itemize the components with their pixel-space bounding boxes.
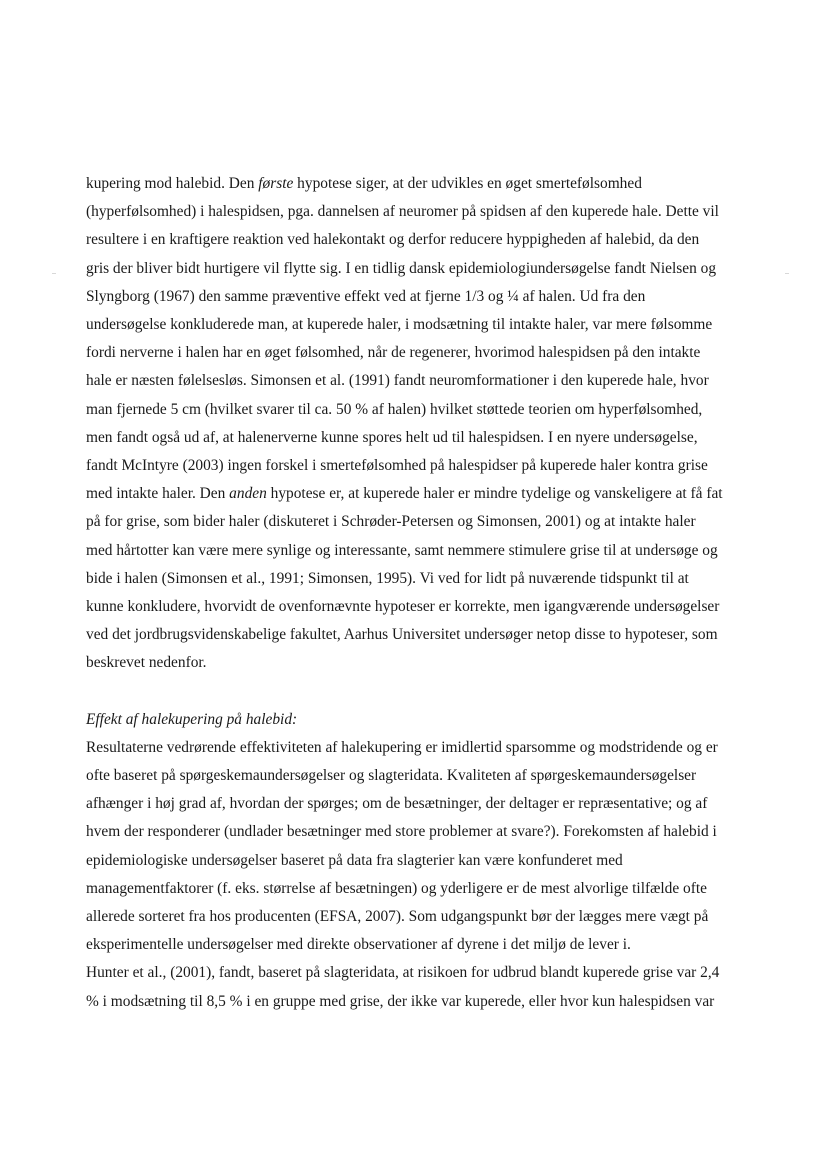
text-segment: epidemiologiske undersøgelser baseret på data fra slagterier kan være konfunderet med	[86, 851, 623, 869]
text-line	[86, 875, 766, 903]
text-segment: ofte baseret på spørgeskemaundersøgelser og slagteridata. Kvaliteten af spørgeskemaundersøgelser	[86, 767, 697, 785]
text-line	[86, 226, 766, 254]
text-line	[86, 649, 766, 677]
text-line	[86, 931, 766, 959]
text-segment: allerede sorteret fra hos producenten (EFSA, 2007). Som udgangspunkt bør der lægges mere vægt på	[86, 908, 709, 926]
text-segment: resultere i en kraftigere reaktion ved halekontakt og derfor reducere hyppigheden af halebid, da den	[86, 231, 700, 249]
text-segment: Resultaterne vedrørende effektiviteten af halekupering er imidlertid sparsomme og modstridende og er	[86, 738, 718, 756]
text-line	[86, 170, 766, 198]
text-line	[86, 452, 766, 480]
emphasized-text: første	[258, 175, 294, 192]
paragraph	[86, 170, 766, 678]
text-line	[86, 565, 766, 593]
text-segment: gris der bliver bidt hurtigere vil flytte sig. I en tidlig dansk epidemiologiundersøgelse fandt Nielsen og	[86, 259, 717, 277]
text-line	[86, 198, 766, 226]
text-line	[86, 480, 766, 508]
text-line	[86, 255, 766, 283]
text-line	[86, 988, 766, 1016]
text-segment: beskrevet nedenfor.	[86, 654, 207, 672]
text-segment: hypotese siger, at der udvikles en øget smertefølsomhed	[293, 175, 642, 192]
text-line	[86, 424, 766, 452]
text-line	[86, 903, 766, 931]
text-line	[86, 959, 766, 987]
text-segment: hypotese er, at kuperede haler er mindre tydelige og vanskeligere at få fat	[266, 485, 723, 503]
text-segment: men fandt også ud af, at halenerverne kunne spores helt ud til halespidsen. I en nyere undersøgelse,	[86, 428, 698, 446]
text-line	[86, 396, 766, 424]
text-line	[86, 311, 766, 339]
text-segment: Hunter et al., (2001), fandt, baseret på slagteridata, at risikoen for udbrud blandt kuperede grise var 2,4	[86, 964, 720, 982]
text-segment: kunne konkludere, hvorvidt de ovenfornævnte hypoteser er korrekte, men igangværende undersøgelser	[86, 598, 720, 616]
text-line	[86, 734, 766, 762]
body-text	[86, 170, 766, 1016]
text-segment: med hårtotter kan være mere synlige og interessante, samt nemmere stimulere grise til at undersøge og	[86, 541, 718, 559]
text-segment: på for grise, som bider haler (diskuteret i Schrøder-Petersen og Simonsen, 2001) og at intakte haler	[86, 513, 696, 531]
text-segment: afhænger i høj grad af, hvordan der spørges; om de besætninger, der deltager er repræsentative; og af	[86, 795, 708, 813]
text-segment: Slyngborg (1967) den samme præventive effekt ved at fjerne 1/3 og ¼ af halen. Ud fra den	[86, 287, 646, 305]
section-heading	[86, 706, 766, 734]
text-line	[86, 367, 766, 395]
text-segment: hvem der responderer (undlader besætninger med store problemer at svare?). Forekomsten af halebid i	[86, 823, 717, 841]
text-segment: managementfaktorer (f. eks. størrelse af besætningen) og yderligere er de mest alvorlige tilfælde ofte	[86, 879, 707, 897]
text-line	[86, 847, 766, 875]
text-line	[86, 790, 766, 818]
emphasized-text: Effekt af halekupering på halebid:	[86, 710, 298, 728]
scan-speck	[785, 273, 789, 274]
text-segment: hale er næsten følelsesløs. Simonsen et al. (1991) fandt neuromformationer i den kuperede hale, hvor	[86, 372, 709, 390]
text-segment: med intakte haler. Den	[86, 485, 230, 503]
text-segment: bide i halen (Simonsen et al., 1991; Simonsen, 1995). Vi ved for lidt på nuværende tidspunkt til at	[86, 569, 689, 587]
text-line	[86, 621, 766, 649]
text-segment: ved det jordbrugsvidenskabelige fakultet, Aarhus Universitet undersøger netop disse to hypoteser, som	[86, 626, 718, 644]
text-segment: (hyperfølsomhed) i halespidsen, pga. dannelsen af neuromer på spidsen af den kuperede hale. Dette vil	[86, 203, 719, 221]
text-line	[86, 508, 766, 536]
text-segment: fordi nerverne i halen har en øget følsomhed, når de regenerer, hvorimod halespidsen på den intakte	[86, 344, 701, 362]
emphasized-text: anden	[229, 485, 267, 503]
text-segment: undersøgelse konkluderede man, at kuperede haler, i modsætning til intakte haler, var mere følsomme	[86, 316, 713, 334]
section-paragraph	[86, 706, 766, 1016]
text-segment: eksperimentelle undersøgelser med direkte observationer af dyrene i det miljø de lever i.	[86, 936, 631, 954]
paragraph-gap	[86, 678, 766, 706]
text-line	[86, 593, 766, 621]
text-segment: % i modsætning til 8,5 % i en gruppe med grise, der ikke var kuperede, eller hvor kun halespidsen var	[86, 992, 715, 1010]
text-line	[86, 818, 766, 846]
text-segment: fandt McIntyre (2003) ingen forskel i smertefølsomhed på halespidser på kuperede haler kontra grise	[86, 457, 708, 475]
text-line	[86, 537, 766, 565]
scan-speck	[52, 273, 56, 274]
text-line	[86, 339, 766, 367]
text-segment: kupering mod halebid. Den	[86, 175, 259, 192]
text-segment: man fjernede 5 cm (hvilket svarer til ca. 50 % af halen) hvilket støttede teorien om hyperfølsomhed,	[86, 400, 703, 418]
text-line	[86, 762, 766, 790]
text-line	[86, 283, 766, 311]
